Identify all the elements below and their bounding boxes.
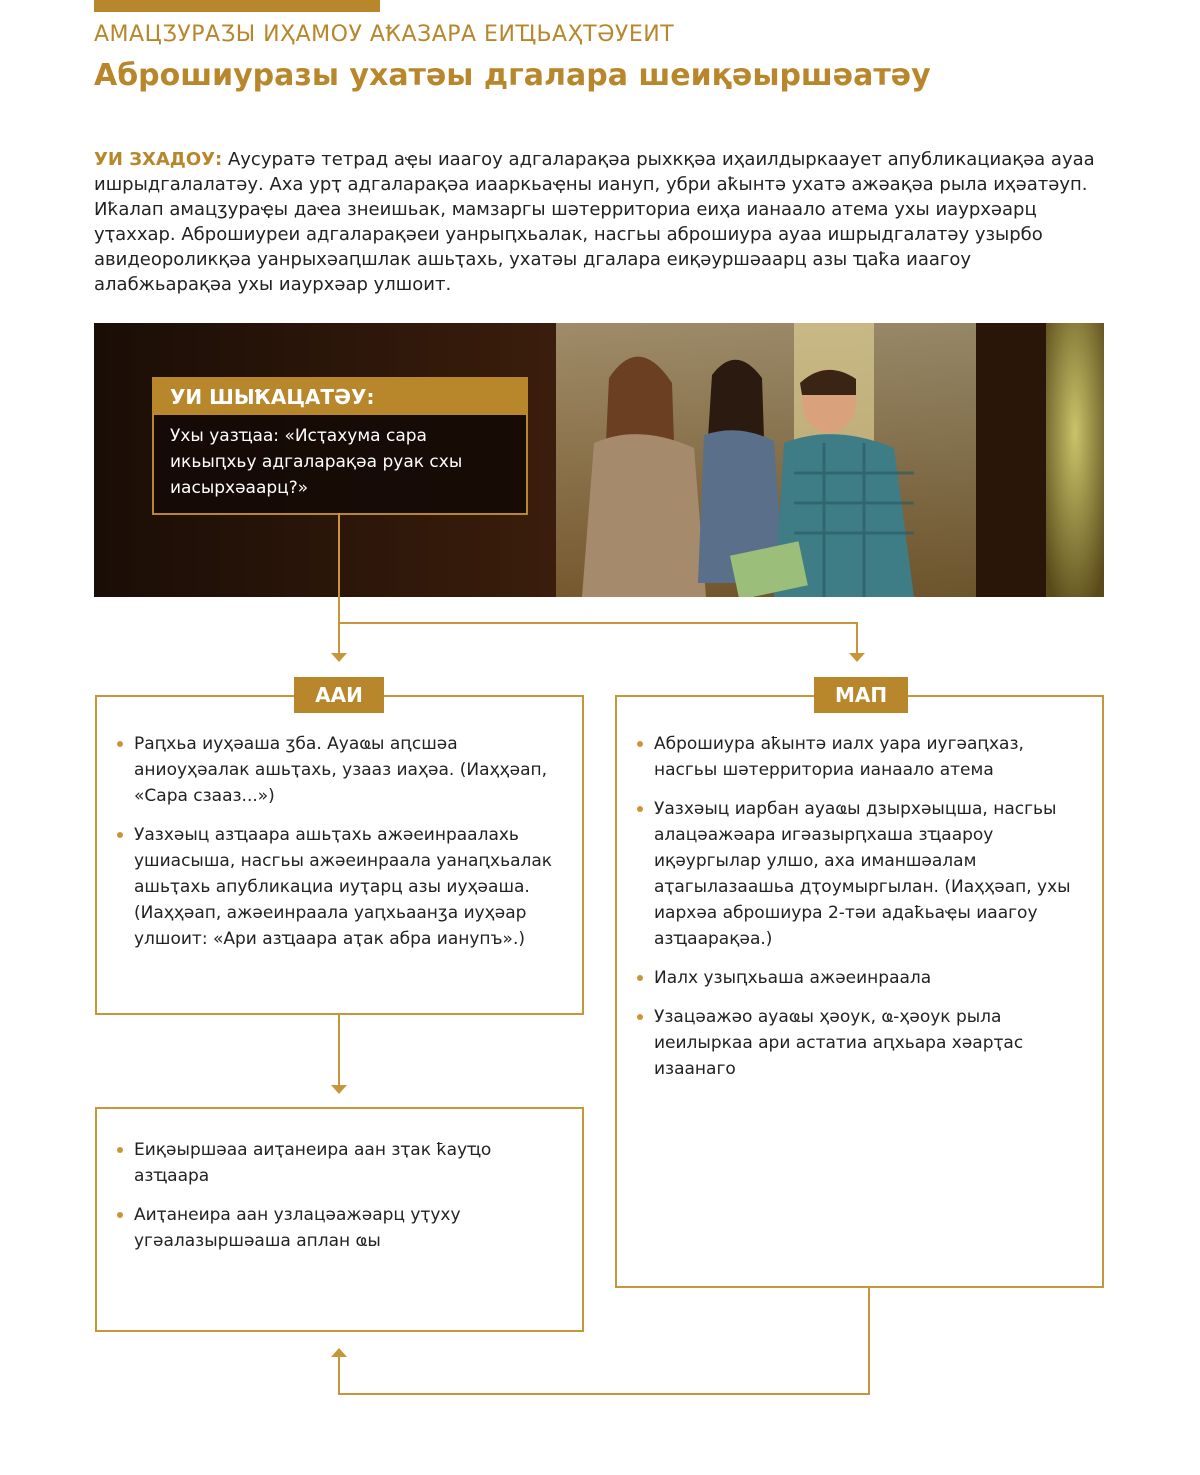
- arrow-down-icon: [331, 653, 347, 662]
- no-box: [615, 695, 1104, 1288]
- page-title: Аброшиуразы ухатәы дгалара шеиқәыршәатәу: [94, 58, 931, 93]
- no-list: [633, 731, 1073, 1095]
- list-item: Уазхәыц азҵаара ашьҭахь ажәеинраалахь ушиасыша, насгьы ажәеинраала уанаԥхьалак ашьҭахь апубликациа иуҭарц азы иуҳәаша. (Иаҳҳәап, ажәеинраала уаԥхьаанӡа иуҳәар улшоит: «Ари азҵаара аҭак абра ианупъ».): [113, 822, 553, 952]
- next-list: [113, 1137, 553, 1267]
- arrow-down-icon: [849, 653, 865, 662]
- list-item: Аброшиура аҟынтә иалх уара иугәаԥхаз, насгьы шәтерриториа ианаало атема: [633, 731, 1073, 783]
- yes-box: [95, 695, 584, 1015]
- yes-list: [113, 731, 553, 965]
- arrow-down-icon: [331, 1085, 347, 1094]
- yes-badge: ААИ: [294, 677, 384, 713]
- list-item: Уазхәыц иарбан ауаҩы дзырхәыцша, насгьы алацәажәара игәазырԥхаша зҵаароу иқәургылар улшо, аха иманшәалам аҭагылазаашьа дҭоумыргылан. (Иаҳҳәап, ухы иархәа аброшиура 2-тәи адаҟьаҿы иаагоу азҵаарақәа.): [633, 796, 1073, 952]
- intro-label: УИ ЗХАДОУ:: [94, 149, 223, 170]
- suggestion-text: Ухы уазҵаа: «Исҭахума сара икьыԥхьу адгаларақәа руак схы иасырхәаарц?»: [170, 426, 463, 498]
- list-item: Еиқәыршәаа аиҭанеира аан зҭак ҟауҵо азҵаара: [113, 1137, 553, 1189]
- list-item: Раԥхьа иуҳәаша ӡба. Ауаҩы аԥсшәа аниоуҳәалак ашьҭахь, узааз иаҳәа. (Иаҳҳәап, «Сара сзааз...»): [113, 731, 553, 809]
- next-steps-box: [95, 1107, 584, 1332]
- suggestion-title: УИ ШЫҞАЦАТӘУ:: [154, 379, 526, 415]
- arrow-up-icon: [331, 1348, 347, 1357]
- section-kicker: АМАЦӠУРАӠЫ ИҲАМОУ АҞАЗАРА ЕИҴЬАҲТӘУЕИТ: [94, 22, 675, 47]
- no-badge: МАП: [814, 677, 908, 713]
- list-item: Иалх узыԥхьаша ажәеинраала: [633, 965, 1073, 991]
- intro-text: Аусуратә тетрад аҿы иаагоу адгаларақәа рыхкқәа иҳаилдыркааует апубликациақәа ауаа ишрыдгалалатәу. Аха урҭ адгаларақәа иааркьаҿны иануп, убри аҟынтә ухатә ажәақәа рыла иҳәатәуп. Иҟалап амацӡураҿы даҽа знеишьак, мамзаргы шәтерриториа еиҳа ианаало атема ухы иаурхәарц уҭаххар. Аброшиуреи адгаларақәеи уанрыԥхьалак, насгьы аброшиура ауаа ишрыдгалатәу узырбо авидеороликқәа уанрыхәаԥшлак ашьҭахь, ухатәы дгалара еиқәуршәаарц азы ҵаҟа иаагоу алабжьарақәа ухы иаурхәар улшоит.: [94, 149, 1095, 295]
- list-item: Узацәажәо ауаҩы ҳәоук, ҩ-ҳәоук рыла иеилыркаа ари астатиа аԥхьара хәарҭас изаанаго: [633, 1004, 1073, 1082]
- list-item: Аиҭанеира аан узлацәажәарц уҭуху угәалазыршәаша аплан ҩы: [113, 1202, 553, 1254]
